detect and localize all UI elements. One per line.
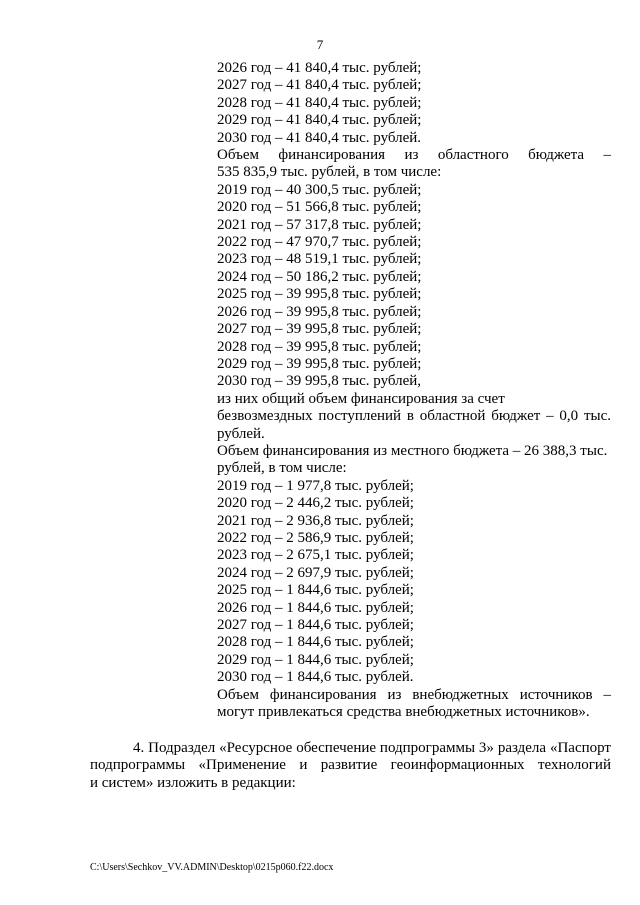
local-budget-heading: Объем финансирования из местного бюджета – 26 388,3 тыс. bbox=[217, 442, 608, 459]
year-line: 2021 год – 2 936,8 тыс. рублей; bbox=[217, 512, 414, 529]
page-number: 7 bbox=[316, 37, 324, 52]
year-line: 2029 год – 39 995,8 тыс. рублей; bbox=[217, 355, 422, 372]
year-line: 2029 год – 41 840,4 тыс. рублей; bbox=[217, 112, 422, 129]
year-line: 2028 год – 1 844,6 тыс. рублей; bbox=[217, 634, 414, 651]
item-4-paragraph bbox=[90, 740, 611, 792]
year-line: 2023 год – 48 519,1 тыс. рублей; bbox=[217, 251, 422, 268]
item-4-line: и систем» изложить в редакции: bbox=[90, 774, 296, 791]
year-line: 2030 год – 39 995,8 тыс. рублей, bbox=[217, 373, 422, 390]
extrabudgetary-line: могут привлекаться средства внебюджетных источников». bbox=[217, 704, 590, 721]
year-line: 2030 год – 41 840,4 тыс. рублей. bbox=[217, 129, 422, 146]
year-line: 2025 год – 39 995,8 тыс. рублей; bbox=[217, 286, 422, 303]
year-line: 2027 год – 1 844,6 тыс. рублей; bbox=[217, 617, 414, 633]
year-line: 2020 год – 2 446,2 тыс. рублей; bbox=[217, 495, 414, 512]
regional-budget-total: 535 835,9 тыс. рублей, в том числе: bbox=[217, 164, 442, 181]
year-line: 2020 год – 51 566,8 тыс. рублей; bbox=[217, 199, 422, 216]
item-4-line: 4. Подраздел «Ресурсное обеспечение подпрограммы 3» раздела «Паспорт bbox=[133, 740, 611, 756]
year-line: 2021 год – 57 317,8 тыс. рублей; bbox=[217, 216, 422, 233]
local-budget-heading: рублей, в том числе: bbox=[217, 460, 347, 477]
year-line: 2024 год – 50 186,2 тыс. рублей; bbox=[217, 268, 422, 285]
year-line: 2028 год – 41 840,4 тыс. рублей; bbox=[217, 94, 422, 111]
year-line: 2027 год – 41 840,4 тыс. рублей; bbox=[217, 77, 422, 94]
year-line: 2024 год – 2 697,9 тыс. рублей; bbox=[217, 564, 414, 581]
regional-budget-heading: Объем финансирования из областного бюджета – bbox=[217, 147, 611, 164]
year-line: 2028 год – 39 995,8 тыс. рублей; bbox=[217, 338, 422, 355]
year-line: 2022 год – 47 970,7 тыс. рублей; bbox=[217, 234, 422, 251]
year-line: 2019 год – 1 977,8 тыс. рублей; bbox=[217, 477, 414, 494]
year-line: 2026 год – 41 840,4 тыс. рублей; bbox=[217, 60, 422, 76]
financing-volume-block bbox=[217, 60, 611, 721]
extrabudgetary-heading: Объем финансирования из внебюджетных источников – bbox=[217, 686, 611, 703]
gratuitous-receipts-line: безвозмездных поступлений в областной бюджет – 0,0 тыс. bbox=[217, 408, 611, 425]
year-line: 2030 год – 1 844,6 тыс. рублей. bbox=[217, 669, 414, 686]
year-line: 2019 год – 40 300,5 тыс. рублей; bbox=[217, 181, 422, 198]
year-line: 2025 год – 1 844,6 тыс. рублей; bbox=[217, 582, 414, 599]
year-line: 2026 год – 39 995,8 тыс. рублей; bbox=[217, 303, 422, 320]
gratuitous-receipts-line: из них общий объем финансирования за счет bbox=[217, 390, 505, 407]
year-line: 2027 год – 39 995,8 тыс. рублей; bbox=[217, 321, 422, 338]
year-line: 2022 год – 2 586,9 тыс. рублей; bbox=[217, 529, 414, 546]
year-line: 2029 год – 1 844,6 тыс. рублей; bbox=[217, 651, 414, 668]
file-path-footer: C:\Users\Sechkov_VV.ADMIN\Desktop\0215p060.f22.docx bbox=[90, 862, 334, 873]
year-line: 2023 год – 2 675,1 тыс. рублей; bbox=[217, 547, 414, 564]
item-4-line: подпрограммы «Применение и развитие геоинформационных технологий bbox=[90, 757, 611, 774]
gratuitous-receipts-line: рублей. bbox=[217, 425, 265, 442]
year-line: 2026 год – 1 844,6 тыс. рублей; bbox=[217, 599, 414, 616]
